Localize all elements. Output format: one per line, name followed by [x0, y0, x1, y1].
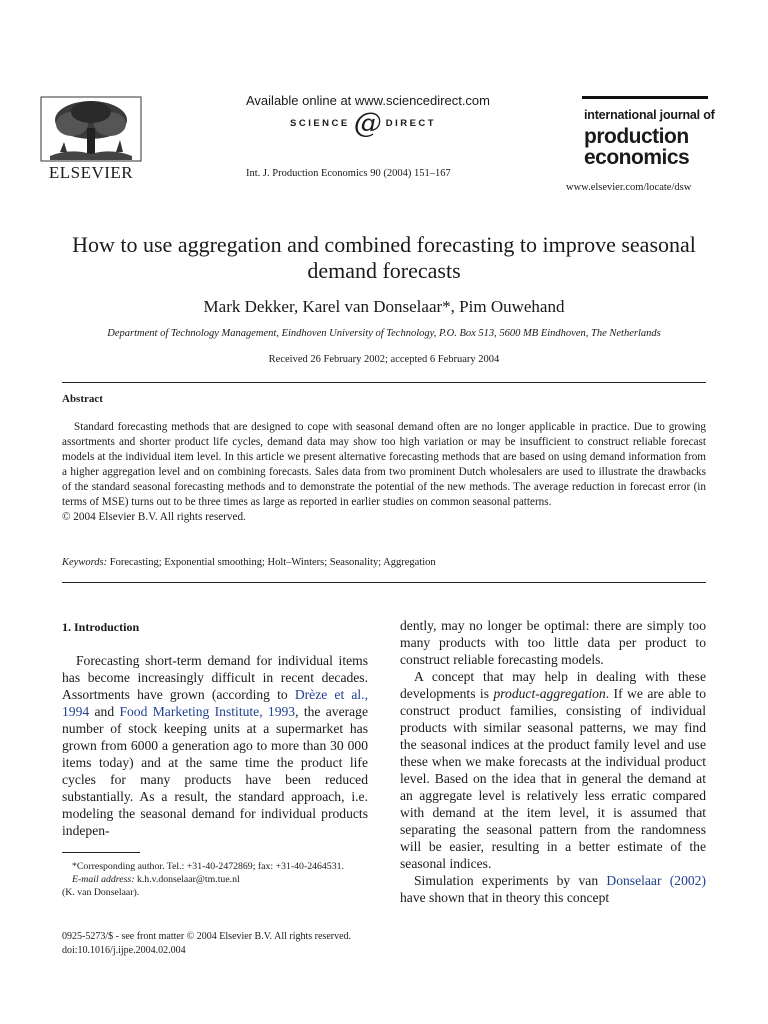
keywords-text: Forecasting; Exponential smoothing; Holt–Winters; Seasonality; Aggregation [109, 557, 436, 568]
email-label: E-mail address: [72, 874, 135, 885]
footnote-rule [62, 852, 140, 853]
section-heading-introduction: 1. Introduction [62, 620, 140, 634]
left-column [62, 652, 368, 839]
intro-p4-text-b: have shown that in theory this concept [400, 890, 610, 905]
footer-doi[interactable]: doi:10.1016/j.ijpe.2004.02.004 [62, 945, 186, 956]
keywords-label: Keywords: [62, 557, 108, 568]
intro-p1-text-c: , the average number of stock keeping units at a supermarket has grown from 6000 a generation ago to more than 30 000 items today) and at the same time the product life cycles for many products have been reduced substantially. As a result, the standard approach, i.e. modeling the seasonal demand for individual products indepen- [62, 704, 368, 838]
journal-url[interactable]: www.elsevier.com/locate/dsw [566, 182, 692, 193]
journal-masthead-line1: production [584, 125, 689, 148]
available-online-text[interactable]: Available online at www.sciencedirect.com [246, 93, 490, 108]
abstract-heading: Abstract [62, 393, 103, 405]
journal-masthead [584, 126, 689, 168]
author-affiliation: Department of Technology Management, Eindhoven University of Technology, P.O. Box 513, 5600 MB Eindhoven, The Netherlands [107, 328, 661, 339]
footnote [62, 860, 368, 899]
journal-citation: Int. J. Production Economics 90 (2004) 151–167 [246, 168, 451, 179]
footnote-name: (K. van Donselaar). [62, 887, 140, 898]
sd-at-icon: @ [353, 106, 382, 139]
sd-logo-left: SCIENCE [290, 117, 350, 129]
citation-link-donselaar[interactable]: Donselaar (2002) [606, 873, 707, 888]
intro-paragraph-4 [400, 872, 706, 906]
sd-logo-right: DIRECT [385, 117, 437, 129]
intro-p3-text-b: . If we are able to construct product families, consisting of individual products with similar seasonal patterns, we may find the seasonal indices at the product family level and use these when we make forecasts at the individual product level. Based on the idea that in general the demand at an aggregate level is relatively less erratic compared with demand at the item level, it is assumed that separating the seasonal pattern from the randomness will be easier, resulting in a better estimate of the seasonal indices. [400, 686, 707, 871]
footnote-email-line [62, 873, 368, 886]
intro-paragraph-2: dently, may no longer be optimal: there are simply too many products with too little data per product to construct reliable forecasting models. [400, 618, 706, 667]
article-authors: Mark Dekker, Karel van Donselaar*, Pim Ouwehand [203, 297, 565, 316]
keywords-line [62, 557, 436, 568]
intro-p1-text-b: and [89, 704, 120, 719]
abstract-text: Standard forecasting methods that are designed to cope with seasonal demand often are no longer applicable in practice. Due to growing assortments and shorter product life cycles, demand data may show too high variation or may be insufficient to construct reliable forecast models at the individual item level. In this article we present alternative forecasting methods that are based on using demand information from a higher aggregation level and on combining forecasts. Sales data from two prominent Dutch wholesalers are used to illustrate the drawbacks of the standard seasonal forecasting methods and to demonstrate the potential of the new methods. The average reduction in forecast error (in terms of MSE) turns out to be three times as large as reported in earlier studies on common seasonal patterns. [62, 421, 706, 508]
sciencedirect-logo [290, 106, 437, 139]
journal-masthead-top: international journal of [584, 108, 715, 122]
footnote-contact: *Corresponding author. Tel.: +31-40-2472869; fax: +31-40-2464531. [72, 861, 344, 872]
publisher-name: ELSEVIER [48, 163, 134, 182]
intro-p3-text-a: A concept that may help in dealing with these developments is [400, 669, 706, 701]
abstract-body [62, 420, 706, 525]
footer-copyright: 0925-5273/$ - see front matter © 2004 Elsevier B.V. All rights reserved. [62, 931, 352, 942]
intro-paragraph-3 [400, 668, 706, 872]
abstract-top-rule [62, 382, 706, 383]
intro-p4-text-a: Simulation experiments by van [414, 873, 607, 888]
citation-link-fmi[interactable]: Food Marketing Institute, 1993 [119, 704, 296, 719]
journal-masthead-line2: economics [584, 146, 690, 169]
right-column [400, 617, 706, 906]
intro-paragraph-1 [62, 652, 368, 839]
abstract-copyright: © 2004 Elsevier B.V. All rights reserved. [62, 511, 246, 523]
intro-p3-emphasis: product-aggregation [493, 686, 606, 701]
citation-link-dreze[interactable]: Drèze et al., 1994 [62, 687, 368, 719]
journal-masthead-rule [582, 96, 708, 99]
email-address[interactable]: k.h.v.donselaar@tm.tue.nl [134, 874, 240, 885]
article-title: How to use aggregation and combined forecasting to improve seasonal demand forecasts [72, 232, 696, 283]
intro-p1-text-a: Forecasting short-term demand for individual items has become increasingly difficult in recent decades. Assortments have grown (according to [62, 653, 368, 702]
received-dates: Received 26 February 2002; accepted 6 February 2004 [268, 354, 500, 365]
page-footer [62, 930, 351, 958]
abstract-bottom-rule [62, 582, 706, 583]
